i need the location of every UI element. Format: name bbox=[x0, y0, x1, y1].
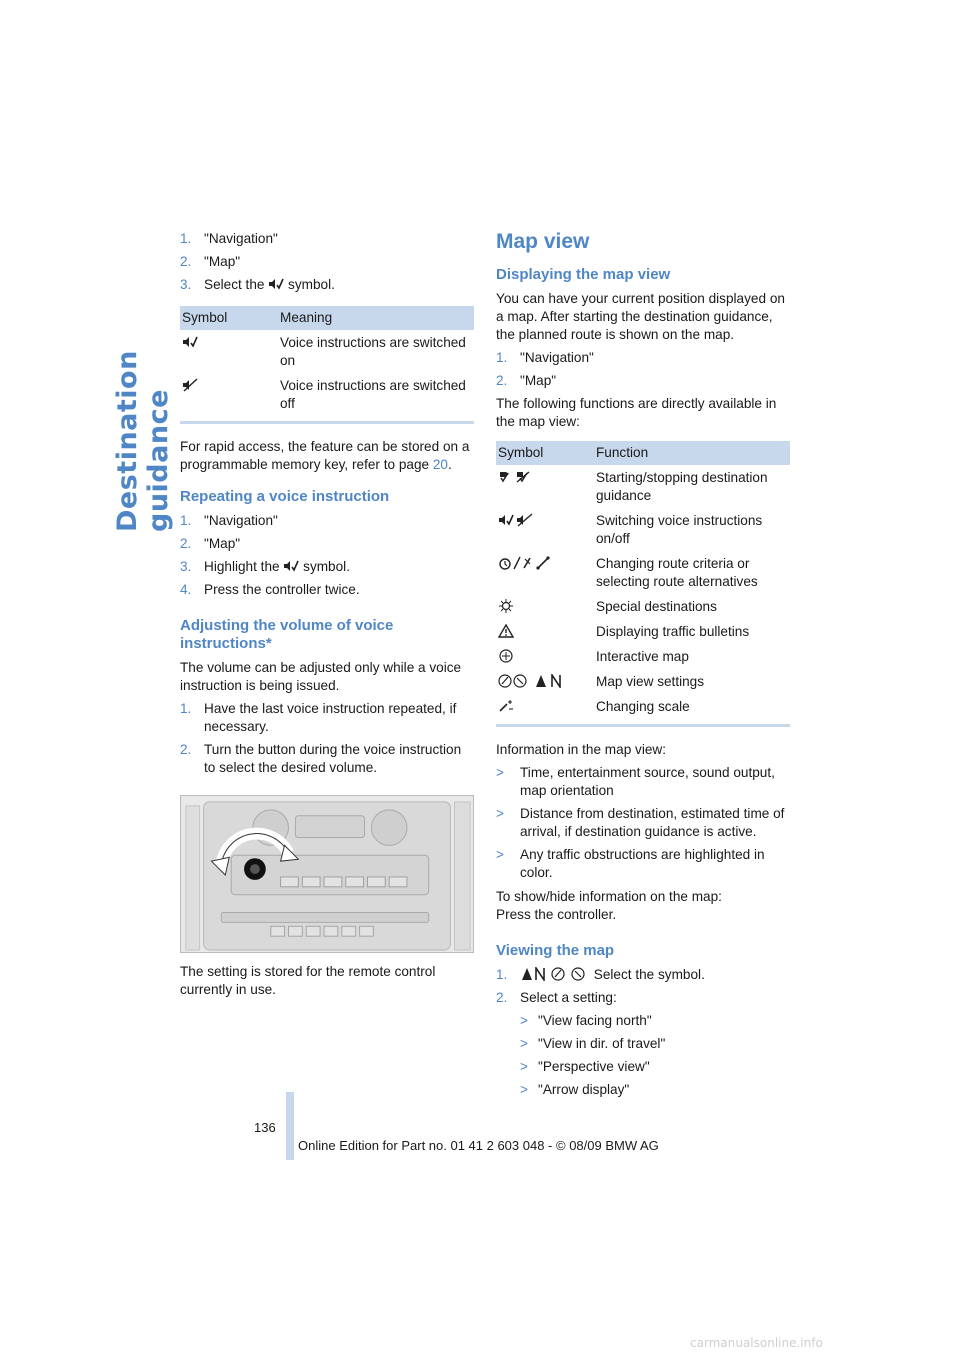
symbol-cell bbox=[496, 669, 594, 694]
symbol-meaning-table bbox=[180, 306, 474, 424]
step-text-label: Select the symbol. bbox=[593, 967, 705, 982]
option-text: "Arrow display" bbox=[538, 1082, 630, 1097]
table-header-symbol: Symbol bbox=[496, 441, 594, 465]
list-item bbox=[180, 558, 474, 576]
control-panel-illustration bbox=[180, 795, 474, 953]
bullet-mark: > bbox=[496, 847, 504, 862]
symbol-cell bbox=[496, 551, 594, 594]
table-row bbox=[496, 508, 790, 551]
symbol-cell bbox=[496, 508, 594, 551]
list-item bbox=[496, 764, 790, 800]
table-cell: Displaying traffic bulletins bbox=[596, 624, 750, 639]
special-destinations-icon bbox=[498, 599, 514, 613]
step-number: 1. bbox=[496, 967, 508, 982]
step-number: 2. bbox=[180, 536, 192, 551]
route-criteria-icon bbox=[498, 556, 552, 570]
map-view-settings-icon bbox=[498, 674, 562, 688]
bullet-mark: > bbox=[520, 1082, 528, 1097]
voice-on-icon bbox=[182, 335, 198, 349]
step-number: 1. bbox=[496, 350, 508, 365]
list-item bbox=[180, 512, 474, 530]
page-reference-link[interactable]: 20 bbox=[432, 457, 448, 472]
traffic-warning-icon bbox=[498, 624, 514, 638]
rapid-access-text: For rapid access, the feature can be stored on a programmable memory key, refer to page bbox=[180, 439, 470, 472]
table-cell: Voice instructions are switched off bbox=[278, 373, 474, 423]
symbol-cell bbox=[496, 619, 594, 644]
table-cell: Starting/stopping destination guidance bbox=[596, 470, 768, 503]
step-number: 1. bbox=[180, 231, 192, 246]
table-row bbox=[496, 694, 790, 726]
step-text-pre: Highlight the bbox=[204, 559, 280, 574]
scale-icon bbox=[498, 699, 514, 713]
show-hide-paragraph bbox=[496, 888, 790, 924]
step-number: 2. bbox=[180, 254, 192, 269]
side-section-title: Destination guidance bbox=[112, 350, 174, 532]
heading-viewing-map: Viewing the map bbox=[496, 942, 615, 959]
voice-toggle-icon bbox=[498, 513, 534, 527]
list-item bbox=[496, 846, 790, 882]
step-text: "Map" bbox=[204, 536, 241, 551]
bullet-mark: > bbox=[496, 806, 504, 821]
step-number: 2. bbox=[496, 373, 508, 388]
step-text: "Navigation" bbox=[204, 231, 278, 246]
list-item bbox=[496, 989, 790, 1007]
right-column bbox=[496, 230, 790, 1104]
show-hide-line-1: To show/hide information on the map: bbox=[496, 889, 722, 904]
step-text bbox=[520, 966, 790, 984]
list-item bbox=[496, 805, 790, 841]
table-row bbox=[496, 465, 790, 508]
table-header-meaning: Meaning bbox=[278, 306, 474, 330]
bullet-mark: > bbox=[520, 1036, 528, 1051]
voice-on-icon bbox=[283, 559, 299, 573]
symbol-cell bbox=[496, 694, 594, 726]
step-text: "Navigation" bbox=[520, 350, 594, 365]
rapid-access-paragraph bbox=[180, 438, 474, 474]
list-item bbox=[520, 1058, 790, 1076]
step-number: 1. bbox=[180, 701, 192, 716]
symbol-cell bbox=[496, 644, 594, 669]
symbol-cell bbox=[496, 594, 594, 619]
voice-off-icon bbox=[182, 378, 198, 392]
step-text-post: symbol. bbox=[303, 559, 350, 574]
list-item bbox=[180, 700, 474, 736]
heading-map-view: Map view bbox=[496, 230, 590, 253]
interactive-map-icon bbox=[498, 649, 514, 663]
footer-edition: Online Edition for Part no. 01 41 2 603 048 - © 08/09 BMW AG bbox=[298, 1138, 659, 1153]
bullet-text: Any traffic obstructions are highlighted in color. bbox=[520, 847, 765, 880]
list-item bbox=[496, 966, 790, 984]
list-item bbox=[496, 372, 790, 390]
footer-accent-bar bbox=[286, 1092, 294, 1160]
symbol-function-table bbox=[496, 441, 790, 727]
table-row bbox=[180, 330, 474, 373]
period: . bbox=[447, 457, 452, 472]
symbol-cell bbox=[496, 465, 594, 508]
list-item bbox=[180, 230, 474, 248]
table-cell: Changing scale bbox=[594, 694, 790, 726]
bullet-mark: > bbox=[520, 1013, 528, 1028]
volume-intro: The volume can be adjusted only while a voice instruction is being issued. bbox=[180, 660, 462, 693]
heading-displaying-map: Displaying the map view bbox=[496, 266, 671, 283]
option-text: "View facing north" bbox=[538, 1013, 652, 1028]
list-item bbox=[180, 741, 474, 777]
step-text: Have the last voice instruction repeated, if necessary. bbox=[204, 701, 457, 734]
table-row bbox=[496, 644, 790, 669]
step-text: Turn the button during the voice instruction to select the desired volume. bbox=[204, 742, 462, 775]
table-cell: Map view settings bbox=[596, 674, 705, 689]
step-text: "Map" bbox=[204, 254, 241, 269]
step-number: 2. bbox=[180, 742, 192, 757]
bullet-mark: > bbox=[520, 1059, 528, 1074]
step-text: Press the controller twice. bbox=[204, 582, 360, 597]
list-item bbox=[520, 1012, 790, 1030]
step-text: "Map" bbox=[520, 373, 557, 388]
table-header-function: Function bbox=[594, 441, 790, 465]
list-item bbox=[180, 276, 474, 294]
list-item bbox=[520, 1081, 790, 1099]
step-number: 4. bbox=[180, 582, 192, 597]
list-item bbox=[180, 581, 474, 599]
step-text-post: symbol. bbox=[288, 277, 335, 292]
list-item bbox=[496, 349, 790, 367]
step-text bbox=[204, 558, 474, 576]
bullet-mark: > bbox=[496, 765, 504, 780]
show-hide-line-2: Press the controller. bbox=[496, 907, 617, 922]
page-number: 136 bbox=[254, 1120, 276, 1135]
list-item bbox=[520, 1035, 790, 1053]
table-cell: Interactive map bbox=[596, 649, 689, 664]
table-row bbox=[180, 373, 474, 423]
info-intro: Information in the map view: bbox=[496, 742, 667, 757]
heading-repeat-voice: Repeating a voice instruction bbox=[180, 488, 390, 505]
table-row bbox=[496, 594, 790, 619]
table-cell: Switching voice instructions on/off bbox=[596, 513, 763, 546]
table-cell: Voice instructions are switched on bbox=[280, 335, 466, 368]
heading-adjust-volume: Adjusting the volume of voice instructions* bbox=[180, 617, 394, 652]
step-text: "Navigation" bbox=[204, 513, 278, 528]
bullet-text: Time, entertainment source, sound output, map orientation bbox=[520, 765, 775, 798]
step-text: Select a setting: bbox=[520, 990, 617, 1005]
step-text bbox=[204, 276, 474, 294]
step-number: 3. bbox=[180, 277, 192, 292]
watermark: carmanualsonline.info bbox=[690, 1336, 823, 1350]
step-text-pre: Select the bbox=[204, 277, 265, 292]
table-cell: Special destinations bbox=[596, 599, 717, 614]
table-row bbox=[496, 619, 790, 644]
table-cell: Changing route criteria or selecting route alternatives bbox=[596, 556, 758, 589]
map-orientation-icons bbox=[520, 967, 590, 981]
step-number: 3. bbox=[180, 559, 192, 574]
left-column bbox=[180, 230, 474, 1004]
step-number: 2. bbox=[496, 990, 508, 1005]
table-header-symbol: Symbol bbox=[180, 306, 278, 330]
displaying-intro: You can have your current position displayed on a map. After starting the destination guidance, the planned route is shown on the map. bbox=[496, 291, 785, 342]
list-item bbox=[180, 535, 474, 553]
voice-on-icon bbox=[268, 277, 284, 291]
option-text: "Perspective view" bbox=[538, 1059, 650, 1074]
setting-note: The setting is stored for the remote control currently in use. bbox=[180, 964, 436, 997]
start-stop-guidance-icon bbox=[498, 470, 532, 484]
bullet-text: Distance from destination, estimated time of arrival, if destination guidance is active. bbox=[520, 806, 785, 839]
table-row bbox=[496, 669, 790, 694]
table-row bbox=[496, 551, 790, 594]
list-item bbox=[180, 253, 474, 271]
option-text: "View in dir. of travel" bbox=[538, 1036, 666, 1051]
functions-intro: The following functions are directly available in the map view: bbox=[496, 396, 777, 429]
step-number: 1. bbox=[180, 513, 192, 528]
